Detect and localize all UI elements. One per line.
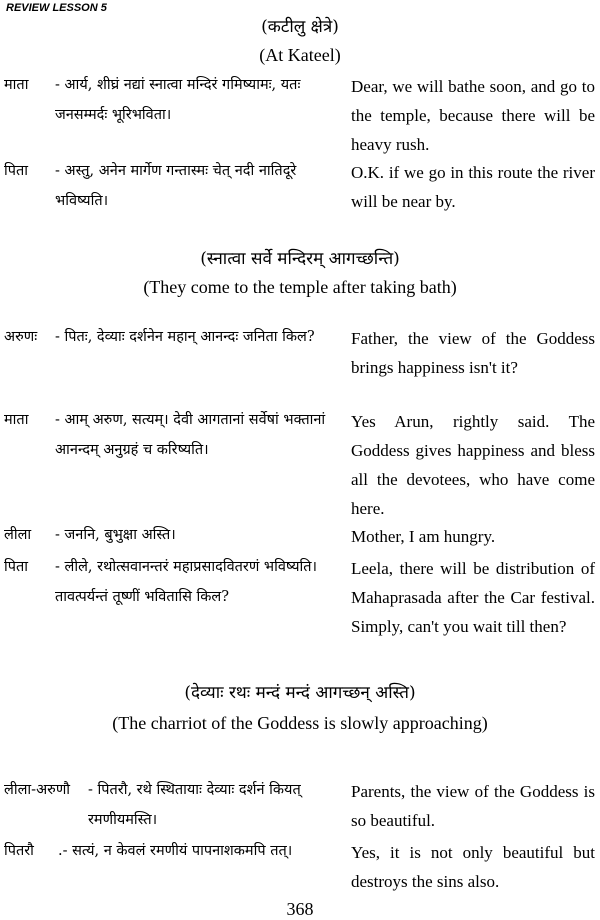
sanskrit-line: - पितरौ, रथे स्थितायाः देव्याः दर्शनं कियत् रमणीयमस्ति। xyxy=(88,782,301,828)
section-heading-sanskrit: (देव्याः रथः मन्दं मन्दं आगच्छन् अस्ति) xyxy=(184,683,416,703)
speaker-name: पिता xyxy=(4,559,29,575)
speaker-name: अरुणः xyxy=(4,329,38,345)
sanskrit-line: - आम् अरुण, सत्यम्। देवी आगतानां सर्वेषां भक्तानां आनन्दम् अनुग्रहं च करिष्यति। xyxy=(55,412,326,458)
page-number: 368 xyxy=(286,899,314,919)
english-translation: Mother, I am hungry. xyxy=(351,527,496,546)
speaker-name: लीला-अरुणौ xyxy=(4,782,71,798)
english-translation: Dear, we will bathe soon, and go to the temple, because there will be heavy rush. xyxy=(351,77,595,154)
running-header: REVIEW LESSON 5 xyxy=(6,2,107,14)
section-heading-english: (The charriot of the Goddess is slowly approaching) xyxy=(112,713,488,733)
speaker-name: माता xyxy=(4,412,29,428)
english-translation: Parents, the view of the Goddess is so beautiful. xyxy=(351,782,595,830)
english-translation: Father, the view of the Goddess brings happiness isn't it? xyxy=(351,329,595,377)
english-translation: O.K. if we go in this route the river will be near by. xyxy=(351,163,595,211)
speaker-name: पितरौ xyxy=(4,843,34,859)
speaker-name: पिता xyxy=(4,163,29,179)
speaker-name: लीला xyxy=(4,527,32,543)
sanskrit-line: - जननि, बुभुक्षा अस्ति। xyxy=(55,527,176,543)
section-heading-english: (They come to the temple after taking bath) xyxy=(143,277,457,297)
sanskrit-line: - अस्तु, अनेन मार्गेण गन्तास्मः चेत् नदी नातिदूरे भविष्यति। xyxy=(55,163,297,209)
speaker-name: माता xyxy=(4,77,29,93)
sanskrit-line: - आर्य, शीघ्रं नद्यां स्नात्वा मन्दिरं गमिष्यामः, यतः जनसम्मर्दः भूरिभविता। xyxy=(55,77,301,123)
sanskrit-line: .- सत्यं, न केवलं रमणीयं पापनाशकमपि तत्। xyxy=(58,843,293,859)
english-translation: Yes Arun, rightly said. The Goddess gives happiness and bless all the devotees, who have come here. xyxy=(351,412,595,518)
sanskrit-line: - पितः, देव्याः दर्शनेन महान् आनन्दः जनिता किल? xyxy=(55,329,315,345)
sanskrit-line: - लीले, रथोत्सवानन्तरं महाप्रसादवितरणं भविष्यति। तावत्पर्यन्तं तूष्णीं भवितासि किल? xyxy=(55,559,318,605)
english-translation: Yes, it is not only beautiful but destroys the sins also. xyxy=(351,843,595,891)
section-heading-sanskrit: (स्नात्वा सर्वे मन्दिरम् आगच्छन्ति) xyxy=(200,249,400,269)
section-heading-sanskrit: (कटीलु क्षेत्रे) xyxy=(261,17,339,37)
section-heading-english: (At Kateel) xyxy=(259,45,341,65)
english-translation: Leela, there will be distribution of Mahaprasada after the Car festival. Simply, can't you wait till then? xyxy=(351,559,595,636)
